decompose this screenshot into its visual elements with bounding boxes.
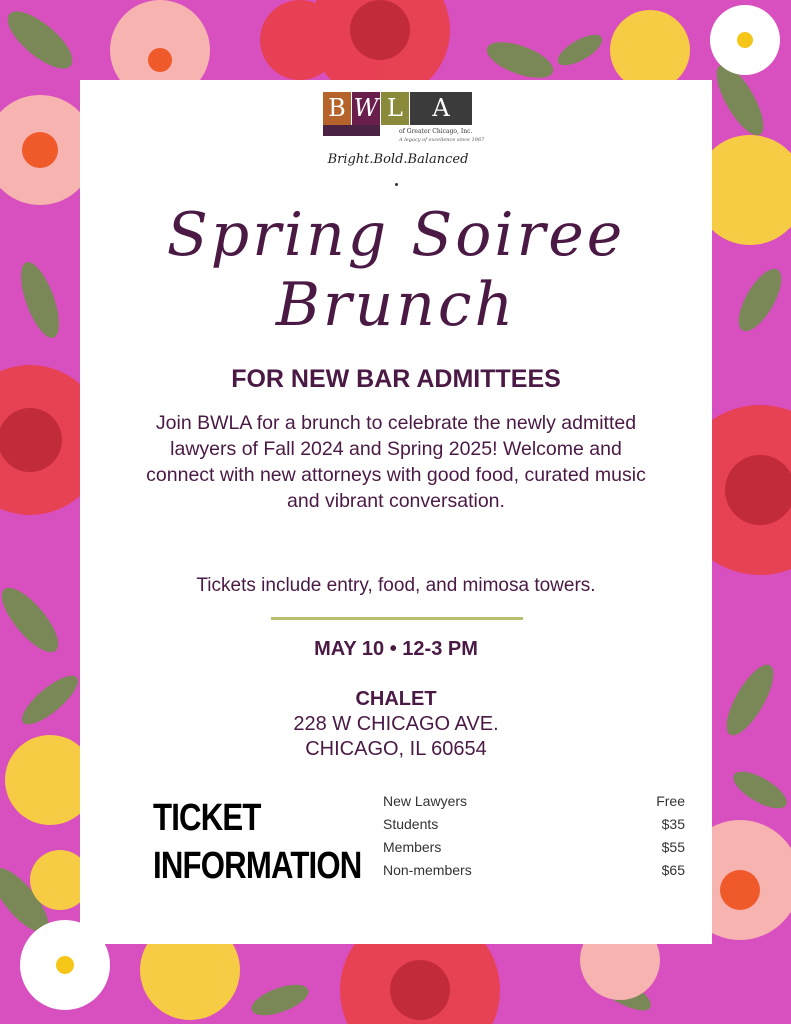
logo-letter-l: L [381,92,409,125]
logo-letter-a: A [410,92,472,125]
event-description: Join BWLA for a brunch to celebrate the newly admitted lawyers of Fall 2024 and Spring 2025! Welcome and connect with new attorneys with good food, curated music and vibrant conversation. [146,412,646,512]
price-value: $65 [661,862,685,878]
venue-address-line-2: CHICAGO, IL 60654 [305,738,487,760]
decorative-dot [395,183,398,186]
bwla-logo [323,92,485,172]
subtitle: FOR NEW BAR ADMITTEES [231,365,561,393]
logo-letter-b: B [323,92,351,125]
price-value: Free [656,793,685,809]
logo-bar [323,125,380,136]
logo-letter-w: W [352,92,380,125]
price-table [383,790,685,882]
price-value: $35 [661,816,685,832]
logo-tagline: Bright.Bold.Balanced [327,152,469,167]
venue-address-line-1: 228 W CHICAGO AVE. [293,713,499,735]
price-value: $55 [661,839,685,855]
title-line-1: Spring Soiree [166,200,626,270]
price-row [383,790,685,813]
price-label: Students [383,816,439,832]
price-row [383,813,685,836]
divider-line [271,617,523,620]
event-date-time: MAY 10 • 12-3 PM [314,638,478,660]
ticket-heading-line-2: INFORMATION [153,845,362,887]
venue-name: CHALET [355,688,437,710]
price-label: Non-members [383,862,472,878]
ticket-heading-line-1: TICKET [153,797,261,839]
title-line-2: Brunch [275,270,517,340]
logo-org-line: of Greater Chicago, Inc. [399,128,473,135]
price-row [383,859,685,882]
price-label: New Lawyers [383,793,468,809]
tickets-include-text: Tickets include entry, food, and mimosa towers. [196,575,596,596]
logo-legacy-line: A legacy of excellence since 1967 [399,137,485,143]
price-row [383,836,685,859]
price-label: Members [383,839,442,855]
